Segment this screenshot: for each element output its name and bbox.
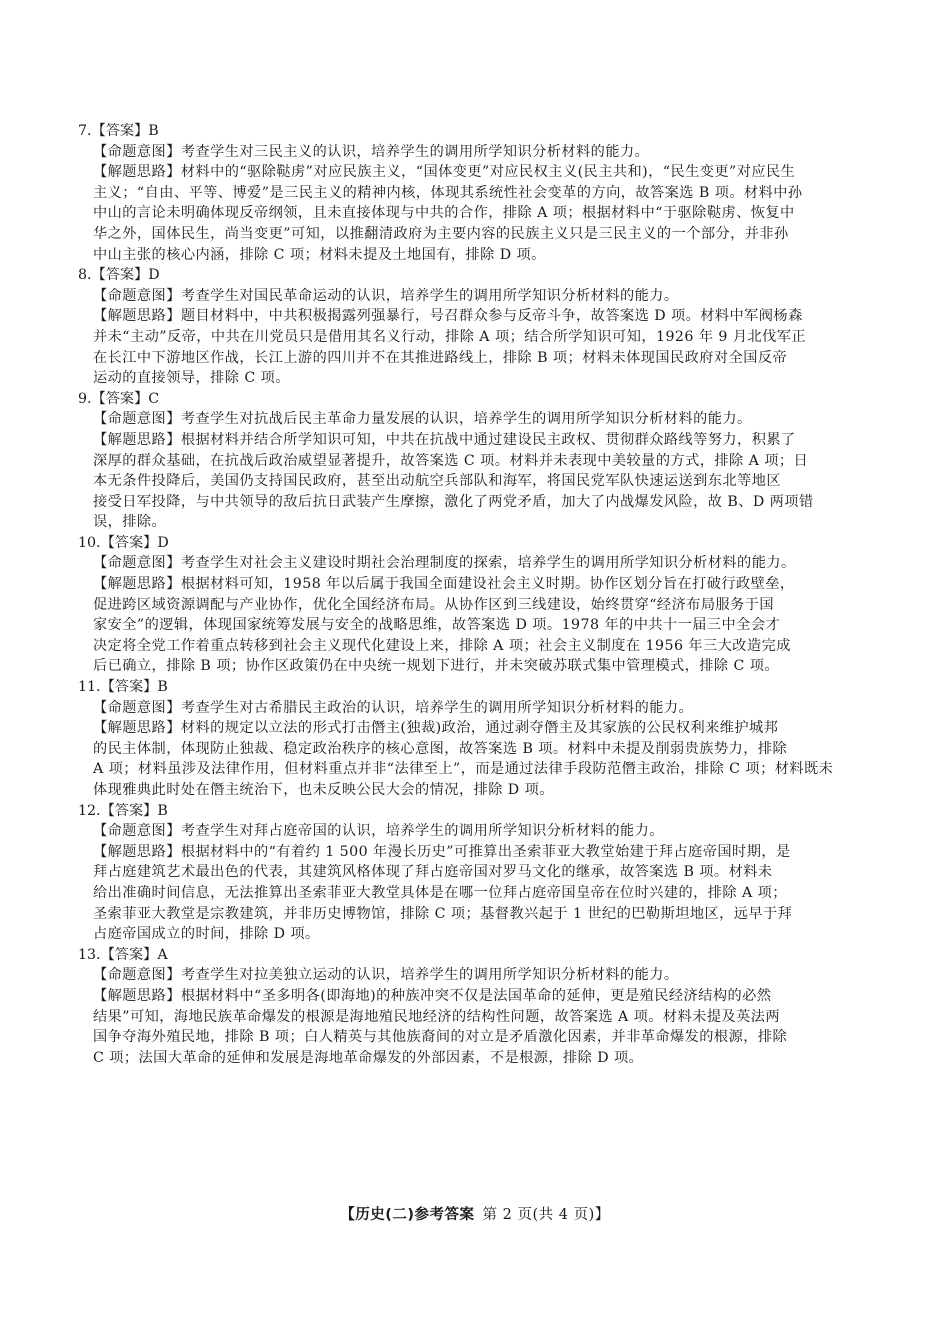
explanation-line: 体现雅典此时处在僭主统治下，也未反映公民大会的情况，排除 D 项。	[93, 782, 554, 798]
question-block	[78, 265, 886, 389]
explanation-line: 误，排除。	[93, 514, 167, 531]
explanation-line: 主义；“自由、平等、博爱”是三民主义的精神内核，体现其系统性社会变革的方向，故答案选 B 项。材料中孙	[93, 184, 803, 201]
explanation-line: 本无条件投降后，美国仍支持国民政府，甚至出动航空兵部队和海军，将国民党军队快速运送到东北等地区	[93, 473, 781, 490]
explanation-line: 圣索菲亚大教堂是宗教建筑，并非历史博物馆，排除 C 项；基督教兴起于 1 世纪的巴勒斯坦地区，远早于拜	[93, 905, 793, 922]
explanation-line: 结果”可知，海地民族革命爆发的根源是海地殖民地经济的结构性问题，故答案选 A 项。材料未提及英法两	[93, 1008, 781, 1025]
explanation-line: 【解题思路】根据材料可知，1958 年以后属于我国全面建设社会主义时期。协作区划分旨在打破行政壁垒，	[93, 576, 795, 593]
explanation-line: 的民主体制，体现防止独裁、稳定政治秩序的核心意图，故答案选 B 项。材料中未提及削弱贵族势力，排除	[93, 740, 788, 757]
explanation-line: 【命题意图】考查学生对三民主义的认识，培养学生的调用所学知识分析材料的能力。	[93, 143, 650, 160]
explanation-line: 【解题思路】材料的规定以立法的形式打击僭主(独裁)政治，通过剥夺僭主及其家族的公民权利来维护城邦	[93, 720, 779, 737]
explanation-line: 家安全”的逻辑，体现国家统筹发展与安全的战略思维，故答案选 D 项。1978 年的中共十一届三中全会才	[93, 617, 781, 634]
answer-heading: 7.【答案】B	[78, 123, 159, 139]
question-block	[78, 533, 886, 677]
explanation-line: 【命题意图】考查学生对社会主义建设时期社会治理制度的探索，培养学生的调用所学知识分析材料的能力。	[93, 555, 796, 572]
explanation-line: 【解题思路】根据材料并结合所学知识可知，中共在抗战中通过建设民主政权、贯彻群众路线等努力，积累了	[93, 431, 796, 448]
question-block	[78, 945, 886, 1069]
question-list	[78, 121, 886, 1068]
explanation-line: 接受日军投降，与中共领导的敌后抗日武装产生摩擦，激化了两党矛盾，加大了内战爆发风险，故 B、D 两项错	[93, 493, 814, 510]
question-block	[78, 121, 886, 265]
explanation-line: 【命题意图】考查学生对拉美独立运动的认识，培养学生的调用所学知识分析材料的能力。	[93, 967, 679, 984]
explanation-line: 深厚的群众基础，在抗战后政治威望显著提升，故答案选 C 项。材料并未表现中美较量的方式，排除 A 项；日	[93, 452, 809, 469]
explanation-line: 在长江中下游地区作战，长江上游的四川并不在其推进路线上，排除 B 项；材料未体现国民政府对全国反帝	[93, 349, 788, 366]
answer-heading: 12.【答案】B	[78, 802, 168, 819]
answer-heading: 13.【答案】A	[78, 946, 168, 963]
explanation-line: 决定将全党工作着重点转移到社会主义现代化建设上来，排除 A 项；社会主义制度在 1956 年三大改造完成	[93, 637, 791, 654]
explanation-line: 【解题思路】题目材料中，中共积极揭露列强暴行，号召群众参与反帝斗争，故答案选 D 项。材料中军阀杨森	[93, 308, 803, 325]
answer-heading: 10.【答案】D	[78, 534, 169, 551]
footer-title: 【历史(二)参考答案	[340, 1207, 475, 1223]
explanation-line: 【解题思路】根据材料中的“有着约 1 500 年漫长历史”可推算出圣索菲亚大教堂始建于拜占庭帝国时期，是	[93, 843, 791, 860]
explanation-line: 【命题意图】考查学生对拜占庭帝国的认识，培养学生的调用所学知识分析材料的能力。	[93, 823, 664, 840]
explanation-line: 运动的直接领导，排除 C 项。	[93, 370, 290, 387]
explanation-line: C 项；法国大革命的延伸和发展是海地革命爆发的外部因素，不是根源，排除 D 项。	[93, 1049, 644, 1066]
explanation-line: 后已确立，排除 B 项；协作区政策仍在中央统一规划下进行，并未突破苏联式集中管理模式，排除 C 项。	[93, 658, 780, 675]
explanation-line: 并未“主动”反帝，中共在川党员只是借用其名义行动，排除 A 项；结合所学知识可知，1926 年 9 月北伐军正	[93, 328, 807, 345]
explanation-line: A 项；材料虽涉及法律作用，但材料重点并非“法律至上”，而是通过法律手段防范僭主政治，排除 C 项；材料既未	[93, 761, 834, 778]
explanation-line: 拜占庭建筑艺术最出色的代表，其建筑风格体现了拜占庭帝国对罗马文化的继承，故答案选 B 项。材料未	[93, 864, 773, 881]
answer-document	[78, 121, 886, 1068]
page-footer	[0, 1203, 950, 1224]
answer-heading: 8.【答案】D	[78, 267, 160, 284]
explanation-line: 【解题思路】材料中的“驱除鞑虏”对应民族主义，“国体变更”对应民权主义(民主共和)，“民生变更”对应民生	[93, 164, 796, 181]
explanation-line: 【命题意图】考查学生对古希腊民主政治的认识，培养学生的调用所学知识分析材料的能力。	[93, 699, 694, 716]
answer-heading: 11.【答案】B	[78, 679, 168, 696]
explanation-line: 【命题意图】考查学生对国民革命运动的认识，培养学生的调用所学知识分析材料的能力。	[93, 287, 679, 304]
question-block	[78, 801, 886, 945]
explanation-line: 促进跨区域资源调配与产业协作，优化全国经济布局。从协作区到三线建设，始终贯穿“经济布局服务于国	[93, 596, 775, 613]
explanation-line: 中山主张的核心内涵，排除 C 项；材料未提及土地国有，排除 D 项。	[93, 246, 546, 263]
footer-page-number: 第 2 页(共 4 页)】	[482, 1207, 610, 1223]
explanation-line: 中山的言论未明确体现反帝纲领，且未直接体现与中共的合作，排除 A 项；根据材料中“于驱除鞑虏、恢复中	[93, 205, 795, 222]
explanation-line: 国争夺海外殖民地，排除 B 项；白人精英与其他族裔间的对立是矛盾激化因素，并非革命爆发的根源，排除	[93, 1029, 788, 1046]
explanation-line: 给出准确时间信息，无法推算出圣索菲亚大教堂具体是在哪一位拜占庭帝国皇帝在位时兴建的，排除 A 项；	[93, 884, 787, 901]
answer-heading: 9.【答案】C	[78, 390, 160, 407]
question-block	[78, 677, 886, 801]
explanation-line: 【命题意图】考查学生对抗战后民主革命力量发展的认识，培养学生的调用所学知识分析材料的能力。	[93, 411, 752, 428]
explanation-line: 华之外，国体民生，尚当变更”可知，以推翻清政府为主要内容的民族主义只是三民主义的一个部分，并非孙	[93, 225, 789, 242]
question-block	[78, 389, 886, 533]
explanation-line: 占庭帝国成立的时间，排除 D 项。	[93, 926, 320, 943]
explanation-line: 【解题思路】根据材料中“圣多明各(即海地)的种族冲突不仅是法国革命的延伸，更是殖民经济结构的必然	[93, 987, 772, 1004]
